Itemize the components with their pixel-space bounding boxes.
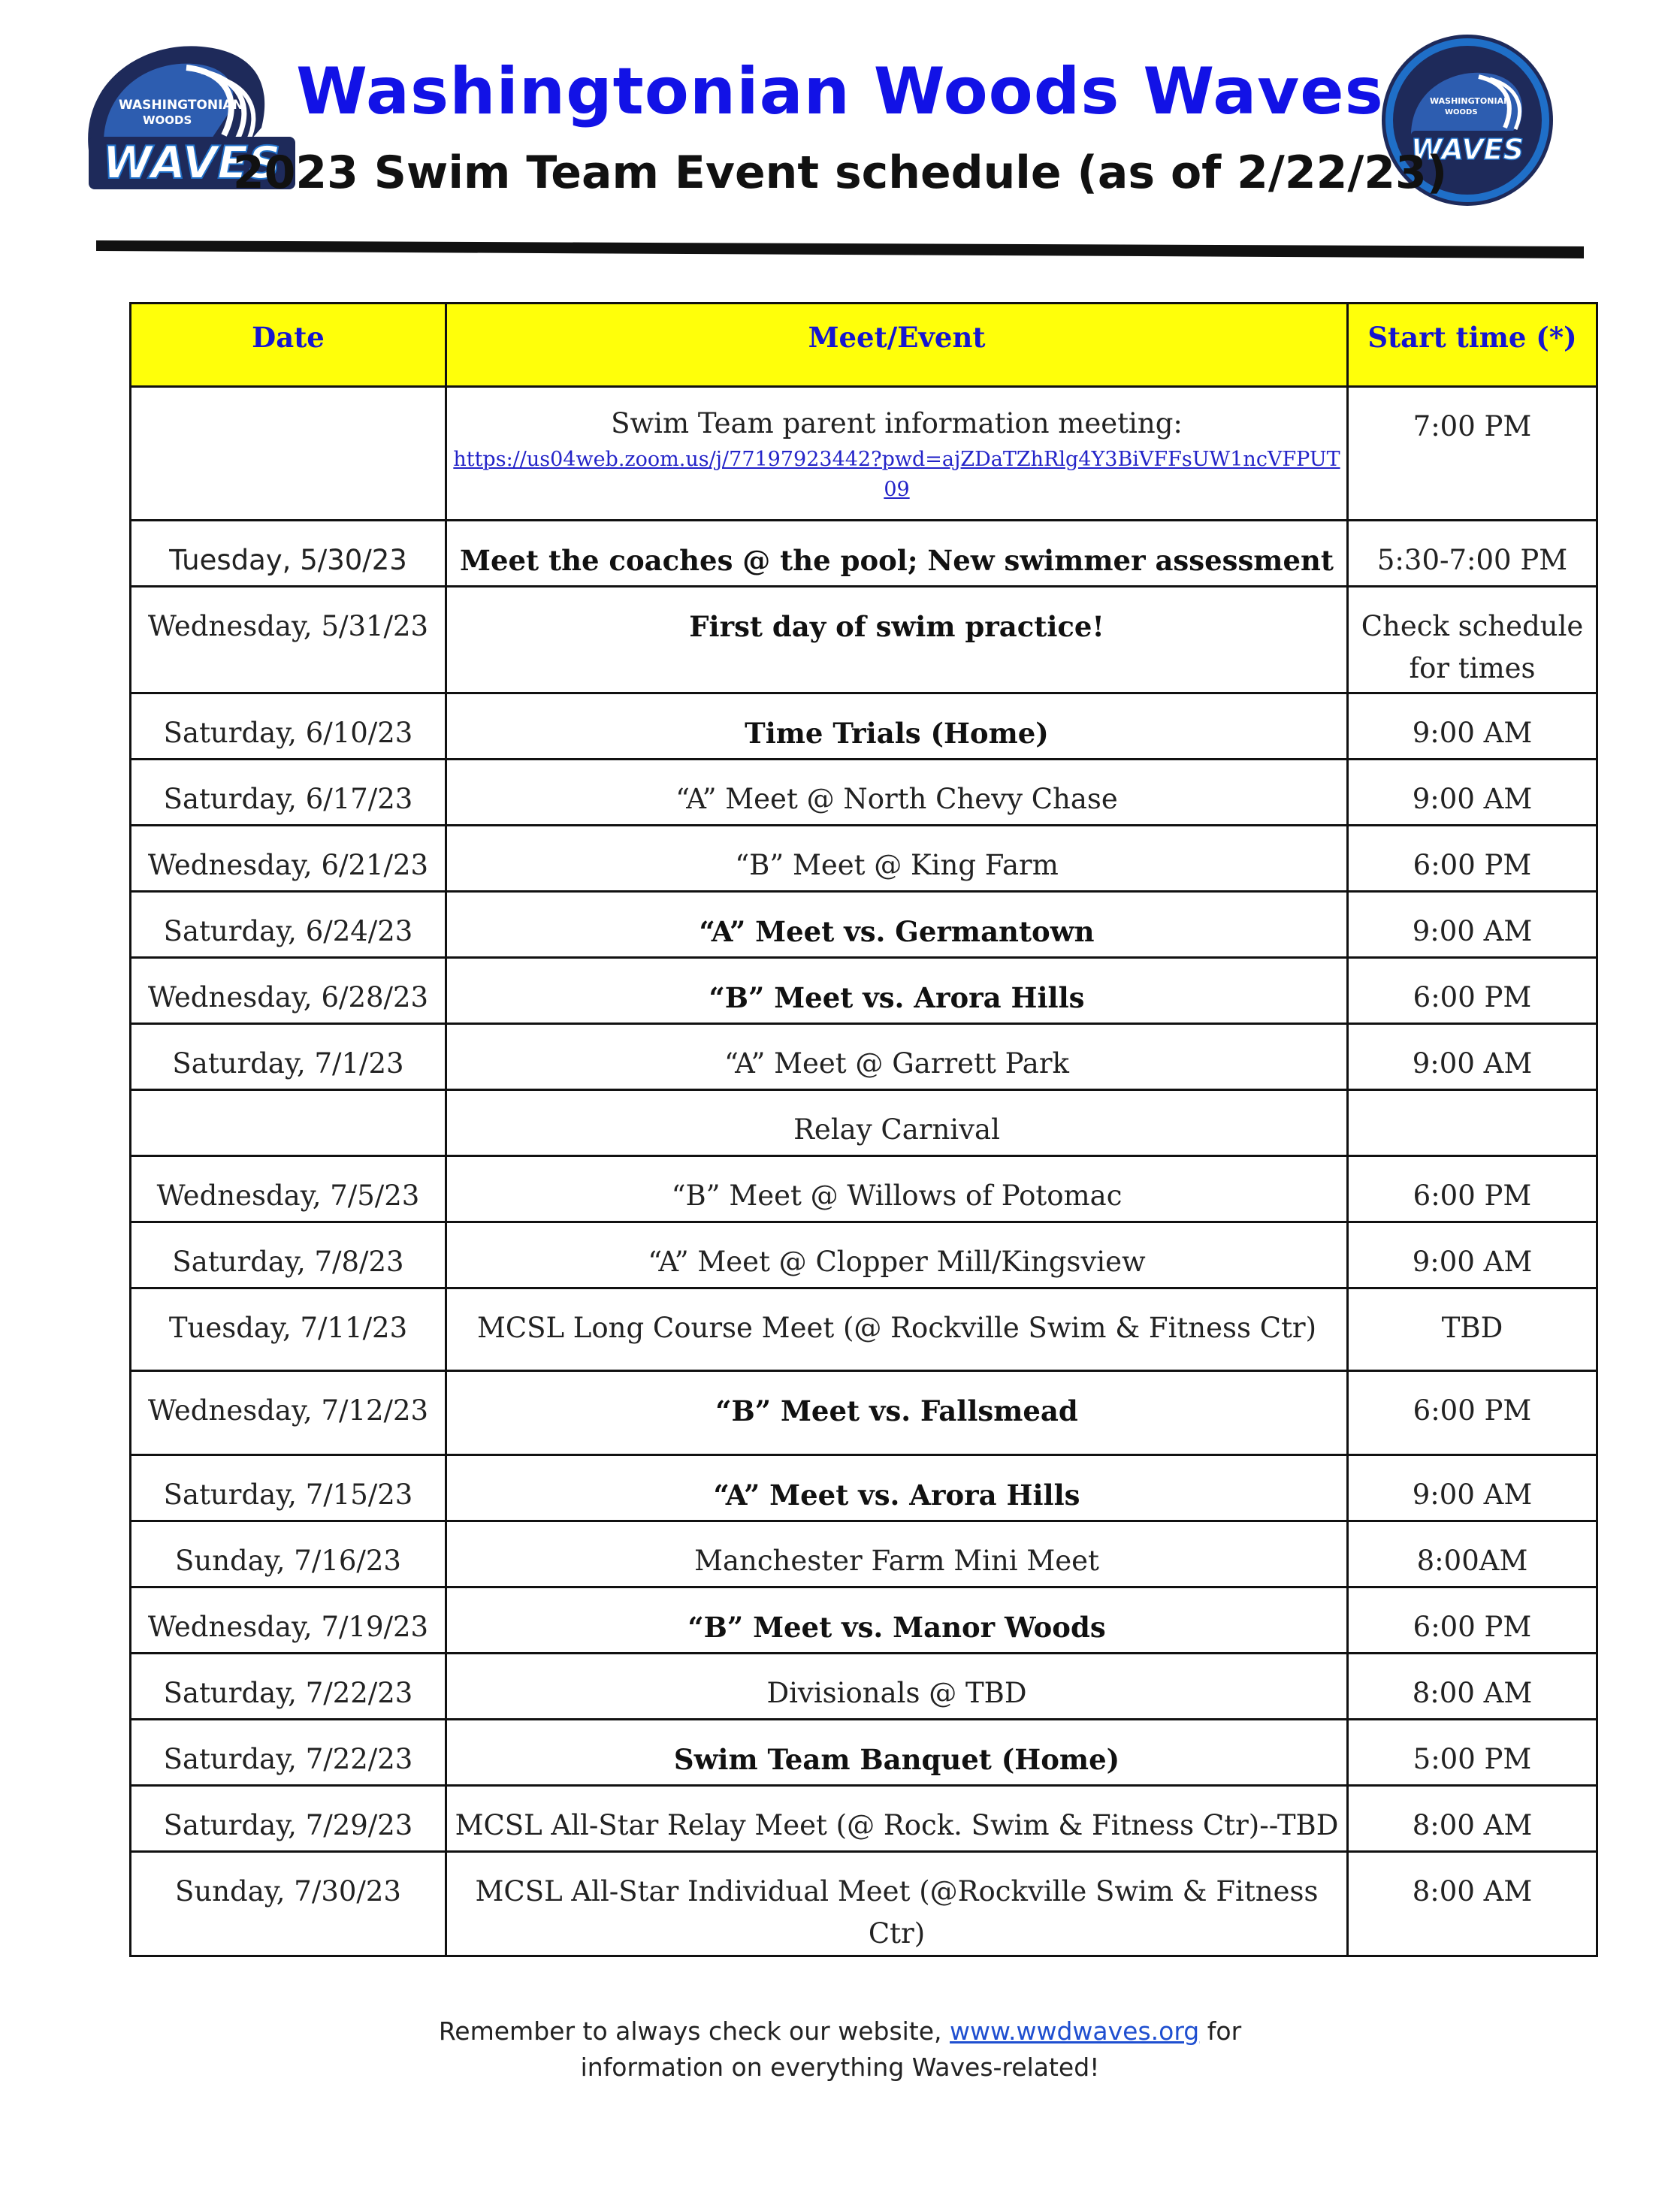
time-cell: 6:00 PM xyxy=(1348,958,1597,1024)
date-cell: Tuesday, 7/11/23 xyxy=(131,1288,446,1371)
event-cell: “B” Meet vs. Arora Hills xyxy=(446,958,1348,1024)
date-cell: Wednesday, 6/21/23 xyxy=(131,826,446,892)
header-divider xyxy=(96,237,1584,260)
date-cell: Saturday, 6/24/23 xyxy=(131,892,446,958)
event-cell: First day of swim practice! xyxy=(446,587,1348,693)
event-cell: MCSL Long Course Meet (@ Rockville Swim & Fitness Ctr) xyxy=(446,1288,1348,1371)
table-row xyxy=(131,892,1597,958)
footer-line-2: information on everything Waves-related! xyxy=(580,2053,1100,2082)
time-cell: 8:00 AM xyxy=(1348,1786,1597,1852)
table-row xyxy=(131,387,1597,521)
event-cell xyxy=(446,387,1348,521)
date-cell: Wednesday, 6/28/23 xyxy=(131,958,446,1024)
logo-text-sub: WOODS xyxy=(143,113,192,127)
footer-text-pre: Remember to always check our website, xyxy=(438,2016,950,2046)
logo-right-text-top: WASHINGTONIAN xyxy=(1430,96,1511,106)
table-row xyxy=(131,1156,1597,1222)
event-cell: Divisionals @ TBD xyxy=(446,1654,1348,1720)
time-cell: 8:00 AM xyxy=(1348,1654,1597,1720)
date-cell: Saturday, 7/22/23 xyxy=(131,1720,446,1786)
event-cell: “B” Meet @ Willows of Potomac xyxy=(446,1156,1348,1222)
event-cell: “A” Meet vs. Germantown xyxy=(446,892,1348,958)
table-row xyxy=(131,1654,1597,1720)
table-row xyxy=(131,1288,1597,1371)
time-cell: 9:00 AM xyxy=(1348,1455,1597,1521)
time-cell: 7:00 PM xyxy=(1348,387,1597,521)
time-cell: 8:00 AM xyxy=(1348,1852,1597,1956)
time-cell xyxy=(1348,1090,1597,1156)
event-cell: “A” Meet vs. Arora Hills xyxy=(446,1455,1348,1521)
time-cell: Check schedule for times xyxy=(1348,587,1597,693)
date-cell: Saturday, 7/22/23 xyxy=(131,1654,446,1720)
logo-text-top: WASHINGTONIAN xyxy=(119,98,243,113)
header-event: Meet/Event xyxy=(446,304,1348,387)
schedule-table xyxy=(129,302,1598,1957)
date-cell xyxy=(131,387,446,521)
time-cell: 9:00 AM xyxy=(1348,1222,1597,1288)
event-cell: “B” Meet vs. Manor Woods xyxy=(446,1587,1348,1654)
event-cell: MCSL All-Star Relay Meet (@ Rock. Swim & Fitness Ctr)--TBD xyxy=(446,1786,1348,1852)
event-cell: Relay Carnival xyxy=(446,1090,1348,1156)
time-cell: 6:00 PM xyxy=(1348,1371,1597,1455)
table-row xyxy=(131,1371,1597,1455)
date-cell xyxy=(131,1090,446,1156)
table-row xyxy=(131,1521,1597,1587)
event-cell: “B” Meet @ King Farm xyxy=(446,826,1348,892)
footer-note xyxy=(0,2013,1680,2086)
event-cell: “B” Meet vs. Fallsmead xyxy=(446,1371,1348,1455)
time-cell: 9:00 AM xyxy=(1348,760,1597,826)
table-row xyxy=(131,1222,1597,1288)
website-link[interactable]: www.wwdwaves.org xyxy=(950,2016,1200,2046)
event-cell: MCSL All-Star Individual Meet (@Rockville Swim & Fitness Ctr) xyxy=(446,1852,1348,1956)
time-cell: 9:00 AM xyxy=(1348,1024,1597,1090)
page-title: Washingtonian Woods Waves xyxy=(296,54,1384,129)
table-row xyxy=(131,1720,1597,1786)
table-row xyxy=(131,958,1597,1024)
date-cell: Wednesday, 5/31/23 xyxy=(131,587,446,693)
date-cell: Tuesday, 5/30/23 xyxy=(131,521,446,587)
date-cell: Saturday, 7/8/23 xyxy=(131,1222,446,1288)
table-row xyxy=(131,521,1597,587)
time-cell: 6:00 PM xyxy=(1348,1587,1597,1654)
date-cell: Wednesday, 7/5/23 xyxy=(131,1156,446,1222)
header-start-time: Start time (*) xyxy=(1348,304,1597,387)
date-cell: Saturday, 7/29/23 xyxy=(131,1786,446,1852)
page-subtitle: 2023 Swim Team Event schedule (as of 2/22/23) xyxy=(232,147,1448,199)
table-row xyxy=(131,693,1597,760)
zoom-link[interactable]: https://us04web.zoom.us/j/77197923442?pwd=ajZDaTZhRlg4Y3BiVFFsUW1ncVFPUT09 xyxy=(453,448,1340,501)
event-cell: Swim Team Banquet (Home) xyxy=(446,1720,1348,1786)
table-header-row xyxy=(131,304,1597,387)
time-cell: 9:00 AM xyxy=(1348,892,1597,958)
date-cell: Saturday, 6/10/23 xyxy=(131,693,446,760)
time-cell: 5:00 PM xyxy=(1348,1720,1597,1786)
table-row xyxy=(131,1587,1597,1654)
logo-right-text-main: WAVES xyxy=(1410,133,1524,166)
footer-text-post: for xyxy=(1199,2016,1242,2046)
date-cell: Wednesday, 7/19/23 xyxy=(131,1587,446,1654)
date-cell: Wednesday, 7/12/23 xyxy=(131,1371,446,1455)
event-cell: Meet the coaches @ the pool; New swimmer assessment xyxy=(446,521,1348,587)
table-row xyxy=(131,1090,1597,1156)
event-cell: “A” Meet @ North Chevy Chase xyxy=(446,760,1348,826)
logo-text-main: WAVES xyxy=(102,137,281,189)
logo-right-text-sub: WOODS xyxy=(1445,108,1478,116)
time-cell: 9:00 AM xyxy=(1348,693,1597,760)
table-row xyxy=(131,1455,1597,1521)
date-cell: Sunday, 7/16/23 xyxy=(131,1521,446,1587)
header-date: Date xyxy=(131,304,446,387)
table-row xyxy=(131,760,1597,826)
date-cell: Saturday, 7/1/23 xyxy=(131,1024,446,1090)
table-row xyxy=(131,1852,1597,1956)
table-row xyxy=(131,587,1597,693)
table-row xyxy=(131,826,1597,892)
date-cell: Saturday, 6/17/23 xyxy=(131,760,446,826)
event-cell: Time Trials (Home) xyxy=(446,693,1348,760)
time-cell: 6:00 PM xyxy=(1348,1156,1597,1222)
time-cell: TBD xyxy=(1348,1288,1597,1371)
event-text: Swim Team parent information meeting: xyxy=(611,407,1183,440)
time-cell: 8:00AM xyxy=(1348,1521,1597,1587)
date-cell: Saturday, 7/15/23 xyxy=(131,1455,446,1521)
event-cell: “A” Meet @ Garrett Park xyxy=(446,1024,1348,1090)
date-cell: Sunday, 7/30/23 xyxy=(131,1852,446,1956)
time-cell: 6:00 PM xyxy=(1348,826,1597,892)
event-cell: “A” Meet @ Clopper Mill/Kingsview xyxy=(446,1222,1348,1288)
footer-line-1 xyxy=(0,2013,1680,2050)
event-cell: Manchester Farm Mini Meet xyxy=(446,1521,1348,1587)
table-row xyxy=(131,1024,1597,1090)
time-cell: 5:30-7:00 PM xyxy=(1348,521,1597,587)
table-row xyxy=(131,1786,1597,1852)
